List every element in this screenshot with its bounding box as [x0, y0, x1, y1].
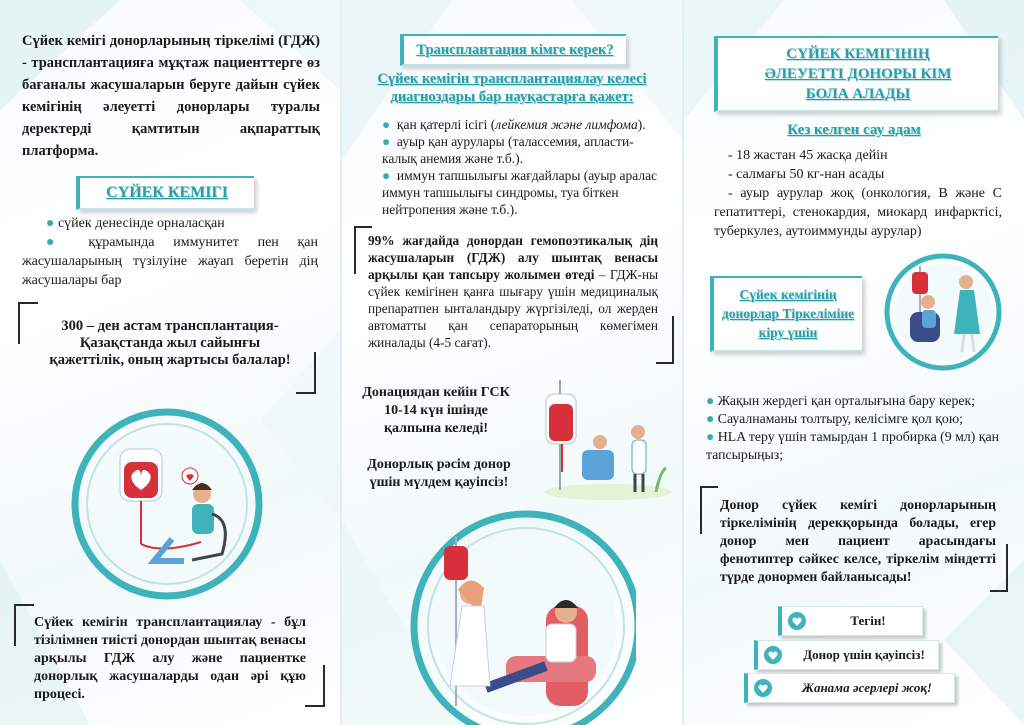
quote-corner: [14, 604, 34, 646]
list-item: - ауыр аурулар жоқ (онкология, В және С гепатиттері, стенокардия, миокард инфарктісі, туберкулез, аутоиммунды аурулар): [714, 186, 1002, 239]
bone-marrow-bullets: [22, 214, 318, 290]
transplant-definition: Сүйек кемігін трансплантациялау - бұл тізілімнен тиісті донордан шынтақ венасы арқылы ГДЖ алу және пациентке донорлық жасушаларды одан әрі құю процесі.: [34, 615, 306, 702]
quote-corner: [656, 316, 674, 364]
donor-chair-illustration: [880, 252, 1006, 372]
donor-criteria: [714, 146, 1002, 241]
free-badge: [778, 606, 923, 636]
quote-corner: [296, 352, 316, 394]
heart-icon: [754, 679, 772, 697]
potential-donor-title: СҮЙЕК КЕМІГІНІҢ ӘЛЕУЕТТІ ДОНОРЫ КІМ БОЛА АЛАДЫ: [764, 46, 952, 102]
list-item: ● HLA теру үшін тамырдан 1 пробирка (9 мл) қан тапсырыңыз;: [706, 429, 999, 462]
intro-text: Сүйек кемігі донорларының тіркелімі (ГДЖ) - трансплантацияға мұқтаж пациенттерге өз бағаналы жасушаларын беруге дайын сүйек кемігінің әлеуетті донорлары туралы деректерді қамтитын ақпараттық платформа.: [22, 33, 320, 159]
bone-marrow-title-box: [76, 176, 254, 210]
join-registry-title-box: [710, 276, 862, 352]
heart-icon: [764, 646, 782, 664]
safe-for-donor-badge: [754, 640, 939, 670]
panel-right: [684, 0, 1024, 725]
blood-bag-illustration: [538, 380, 674, 502]
list-item: ● Сауалнаманы толтыру, келісімге қол қою;: [706, 411, 963, 426]
list-item: - 18 жастан 45 жасқа дейін: [728, 148, 888, 163]
panel-middle: [342, 0, 682, 725]
list-item: ● Жақын жердегі қан орталығына бару керек;: [706, 393, 976, 408]
list-item: ● құрамында иммунитет пен қан жасушаларының түзілуіне жауап беретін дің жасушалары бар: [22, 235, 318, 288]
list-item: ● сүйек денесінде орналасқан: [46, 216, 225, 231]
list-item: ● ауыр қан аурулары (талассемия, апласти-калық анемия және т.б.).: [382, 134, 634, 166]
safe-for-donor-label: Донор үшін қауіпсіз!: [803, 647, 925, 662]
join-registry-title: Сүйек кемігінің донорлар Тіркеліміне кіру үшін: [721, 287, 855, 340]
heart-icon: [788, 612, 806, 630]
panel-left: [0, 0, 340, 725]
no-side-effects-badge: [744, 673, 955, 703]
nurse-donor-illustration: [396, 506, 636, 725]
diagnoses-subtitle: Сүйек кемігін трансплантациялау келесі диагноздары бар науқастарға қажет:: [377, 71, 647, 105]
potential-donor-title-box: [714, 36, 998, 112]
no-side-effects-label: Жанама әсерлері жоқ!: [802, 680, 932, 695]
annual-need-stat: 300 – ден астам трансплантация-Қазақстанда жыл сайынғы қажеттілік, оның жартысы балалар!: [49, 318, 291, 368]
quote-corner: [700, 486, 718, 534]
who-needs-title-box: [400, 34, 626, 66]
safety-note: Донорлық рәсім донор үшін мүлдем қауіпсіз!: [367, 457, 511, 490]
quote-corner: [18, 302, 38, 344]
recovery-note: Донациядан кейін ГСК 10-14 күн ішінде қалпына келеді!: [362, 385, 510, 436]
diagnoses-list: [364, 116, 666, 218]
list-item: - салмағы 50 кг-нан асады: [728, 167, 885, 182]
registry-contact-note: Донор сүйек кемігі донорларының тіркелімінің дерекқорында болады, егер донор мен пациент арасындағы фенотиптер сәйкес келсе, тіркелім міндетті түрде донормен байланысады!: [720, 497, 996, 584]
list-item: ● иммун тапшылығы жағдайлары (ауыр аралас иммун тапшылығы синдромы, туа біткен нейтропения және т.б.).: [382, 168, 658, 217]
bone-marrow-title: СҮЙЕК КЕМІГІ: [106, 184, 228, 201]
registry-steps: [706, 392, 1004, 464]
quote-corner: [305, 665, 325, 707]
list-item: ● қан қатерлі ісігі (лейкемия және лимфома).: [382, 117, 646, 132]
collection-info: 99% жағдайда донордан гемопоэтикалық дің жасушаларын (ГДЖ) алу шынтақ венасы арқылы қан тапсыру жолымен өтеді – ГДЖ-ны сүйек кемігінен қанға шығару үшін медициналық препаратпен ынталандыру жүргізіледі, ол жерден автоматты қан сепараторының көмегімен жиналады (4-5 сағат).: [368, 233, 659, 350]
free-label: Тегін!: [850, 613, 886, 628]
who-needs-title: Трансплантация кімге керек?: [416, 42, 614, 58]
healthy-person-heading: Кез келген сау адам: [787, 122, 921, 138]
donor-blood-bag-illustration: [62, 404, 272, 604]
